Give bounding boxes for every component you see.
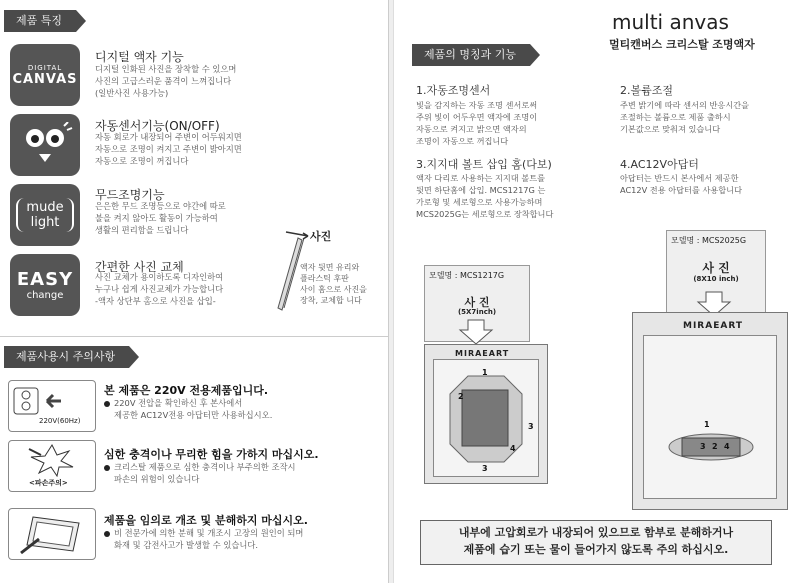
digital-canvas-icon: [10, 44, 80, 106]
plug-220v-icon: [8, 380, 96, 432]
part-desc-bolt: [416, 172, 553, 220]
photo-label: 사진: [310, 230, 332, 243]
desc-line: 자동으로 켜지고 밝으면 액자의: [416, 124, 527, 134]
marker-1-small: 1: [482, 368, 488, 377]
note-line: 장착, 교체합 니다: [300, 296, 362, 305]
photo-note: [300, 262, 367, 306]
bullet-icon: [104, 401, 110, 407]
part-desc-adapter: [620, 172, 742, 196]
desc-line: 조명이 자동으로 꺼집니다: [416, 136, 509, 146]
feature-desc-easy: [95, 271, 223, 307]
desc-line: AC12V 전용 아답터를 사용합니다: [620, 185, 743, 195]
desc-line: 은은한 무드 조명등으로 야간에 따로: [95, 201, 226, 211]
desc-line: 자동 회로가 내장되어 주변이 어두워지면: [95, 132, 242, 142]
feature-title-easy: 간편한 사진 교체: [95, 260, 184, 274]
mude-light-bracket: [16, 198, 73, 232]
desc-line: 기본값으로 맞춰져 있습니다: [620, 124, 721, 134]
mude-light-icon: [10, 184, 80, 246]
section-divider: [0, 336, 388, 337]
desc-line: -액자 상단부 홈으로 사진을 삽입-: [95, 296, 216, 306]
desc-line: 빛을 감지하는 자동 조명 센서로써: [416, 100, 538, 110]
caution-desc-impact: [104, 461, 296, 485]
marker-4-small: 4: [510, 444, 516, 453]
caution-title-disassembly: 제품을 임의로 개조 및 분해하지 마십시오.: [104, 514, 308, 527]
desc-line: 크리스탈 제품으로 심한 충격이나 부주의한 조작시: [114, 462, 296, 472]
part-title-bolt: 3.지지대 볼트 삽입 홈(다보): [416, 158, 552, 171]
desc-line: 아답터는 반드시 본사에서 제공한: [620, 173, 739, 183]
right-page: [392, 0, 800, 583]
feature-desc-digital: [95, 63, 236, 99]
desc-line: 디지털 인화된 사진을 장착할 수 있으며: [95, 64, 237, 74]
brand-logo: [612, 10, 729, 34]
desc-line: 조절하는 볼륨으로 제품 출하시: [620, 112, 731, 122]
frame-small: [424, 344, 548, 484]
model-label-small: 모델명 : MCS1217G: [429, 271, 505, 280]
cautions-title: 제품사용시 주의사항: [4, 346, 129, 368]
caution-desc-disassembly: [104, 527, 303, 551]
bullet-icon: [104, 465, 110, 471]
desc-line: 사진 교체가 용이하도록 디자인하여: [95, 272, 224, 282]
outlet-icon: [13, 387, 91, 415]
frame-inner-small: [433, 359, 539, 477]
left-page: [0, 0, 388, 583]
icon-text-change: change: [26, 290, 64, 301]
part-title-adapter: 4.AC12V아답터: [620, 158, 699, 171]
arrow-down-icon: [456, 318, 496, 346]
desc-line: 누구나 쉽게 사진교체가 가능합니다: [95, 284, 224, 294]
frame-brand-small: MIRAEART: [455, 349, 510, 358]
desc-line: 액자 다리로 사용하는 지지대 볼트를: [416, 173, 546, 183]
size-label-large: (8X10 inch): [693, 275, 739, 283]
feature-title-digital: 디지털 액자 기능: [95, 50, 184, 64]
photo-label-large: 사 진: [702, 261, 730, 275]
sensor-face-icon: [17, 122, 73, 168]
parts-title: 제품의 명칭과 기능: [412, 44, 530, 66]
voltage-label: 220V(60Hz): [39, 417, 81, 425]
photo-label-small: 사 진: [464, 296, 490, 309]
desc-line: 자동으로 조명이 꺼집니다: [95, 156, 189, 166]
caution-title-voltage: 본 제품은 220V 전용제품입니다.: [104, 384, 269, 397]
breakage-warning-icon: [8, 440, 96, 492]
desc-line: 주위 빛이 어두우면 액자에 조명이: [416, 112, 538, 122]
part-title-sensor: 1.자동조명센서: [416, 84, 491, 97]
icon-text-mude: mude: [26, 200, 64, 215]
back-panel-large: [668, 432, 754, 462]
auto-sensor-face-icon: [10, 114, 80, 176]
size-label-small: (5X7inch): [457, 308, 497, 316]
feature-desc-mood: [95, 200, 226, 236]
marker-1-large: 1: [704, 420, 710, 429]
easy-change-icon: [10, 254, 80, 316]
frame-large: [632, 312, 788, 510]
part-title-volume: 2.볼륨조절: [620, 84, 673, 97]
features-title: 제품 특징: [4, 10, 76, 32]
desc-line: 사진의 고급스러운 품격이 느껴집니다: [95, 76, 232, 86]
marker-3-small-bottom: 3: [482, 464, 488, 473]
feature-desc-sensor: [95, 131, 242, 167]
desc-line: 가로형 및 세로형으로 사용가능하며: [416, 197, 543, 207]
desc-line: 주변 밝기에 따라 센서의 반응시간을: [620, 100, 750, 110]
icon-text-canvas: CANVAS: [12, 71, 78, 87]
footer-warning: [420, 520, 772, 565]
frame-inner-large: [643, 335, 777, 499]
feature-title-sensor: 자동센서기능(ON/OFF): [95, 119, 220, 133]
impact-icon: [27, 443, 77, 477]
desc-line: MCS2025G는 세로형으로 장착합니다: [416, 209, 554, 219]
desc-line: 파손의 위험이 있습니다: [114, 474, 200, 484]
desc-line: 제공한 AC12V전용 아답터만 사용하십시오.: [114, 410, 273, 420]
caution-title-impact: 심한 충격이나 무리한 힘을 가하지 마십시오.: [104, 448, 319, 461]
note-line: 플라스틱 후판: [300, 274, 349, 283]
marker-4-large: 4: [724, 442, 730, 451]
part-desc-volume: [620, 99, 749, 135]
marker-3-small-right: 3: [528, 422, 534, 431]
marker-2-large: 2: [712, 442, 718, 451]
disassembly-warning-icon: [8, 508, 96, 560]
desc-line: (일반사진 사용가능): [95, 88, 169, 98]
breakage-label: <파손주의>: [29, 479, 68, 487]
caution-desc-voltage: [104, 397, 272, 421]
footer-line: 내부에 고압회로가 내장되어 있으므로 함부로 분해하거나: [458, 526, 734, 539]
desc-line: 생활의 편리함을 드립니다: [95, 225, 189, 235]
desc-line: 자동으로 조명이 켜지고 주변이 밝아지면: [95, 144, 242, 154]
desc-line: 뒷면 하단홈에 삽입. MCS1217G 는: [416, 185, 546, 195]
brand-main-text: multi anvas: [612, 10, 729, 34]
footer-line: 제품에 습기 또는 물이 들어가지 않도록 주의 하십시오.: [463, 543, 729, 556]
note-line: 사이 홈으로 사진을: [300, 285, 367, 294]
desc-line: 화재 및 감전사고가 발생할 수 있습니다.: [114, 540, 259, 550]
icon-text-light: light: [30, 215, 60, 230]
marker-3-large: 3: [700, 442, 706, 451]
desc-line: 220V 전압을 확인하신 후 본사에서: [114, 398, 243, 408]
desc-line: 불을 켜지 않아도 활동이 가능하여: [95, 213, 218, 223]
part-desc-sensor: [416, 99, 537, 147]
feature-title-mood: 무드조명기능: [95, 188, 165, 202]
note-line: 액자 뒷면 유리와: [300, 263, 360, 272]
marker-2-small: 2: [458, 392, 464, 401]
brand-subtitle: 멀티캔버스 크리스탈 조명액자: [609, 38, 755, 51]
desc-line: 비 전문가에 의한 분해 및 개조시 고장의 원인이 되며: [114, 528, 304, 538]
model-label-large: 모델명 : MCS2025G: [671, 236, 747, 245]
icon-text-digital: DIGITAL: [27, 63, 63, 72]
bullet-icon: [104, 531, 110, 537]
frame-brand-large: MIRAEART: [683, 321, 743, 331]
tool-frame-icon: [19, 513, 87, 555]
icon-text-easy: EASY: [16, 269, 74, 290]
